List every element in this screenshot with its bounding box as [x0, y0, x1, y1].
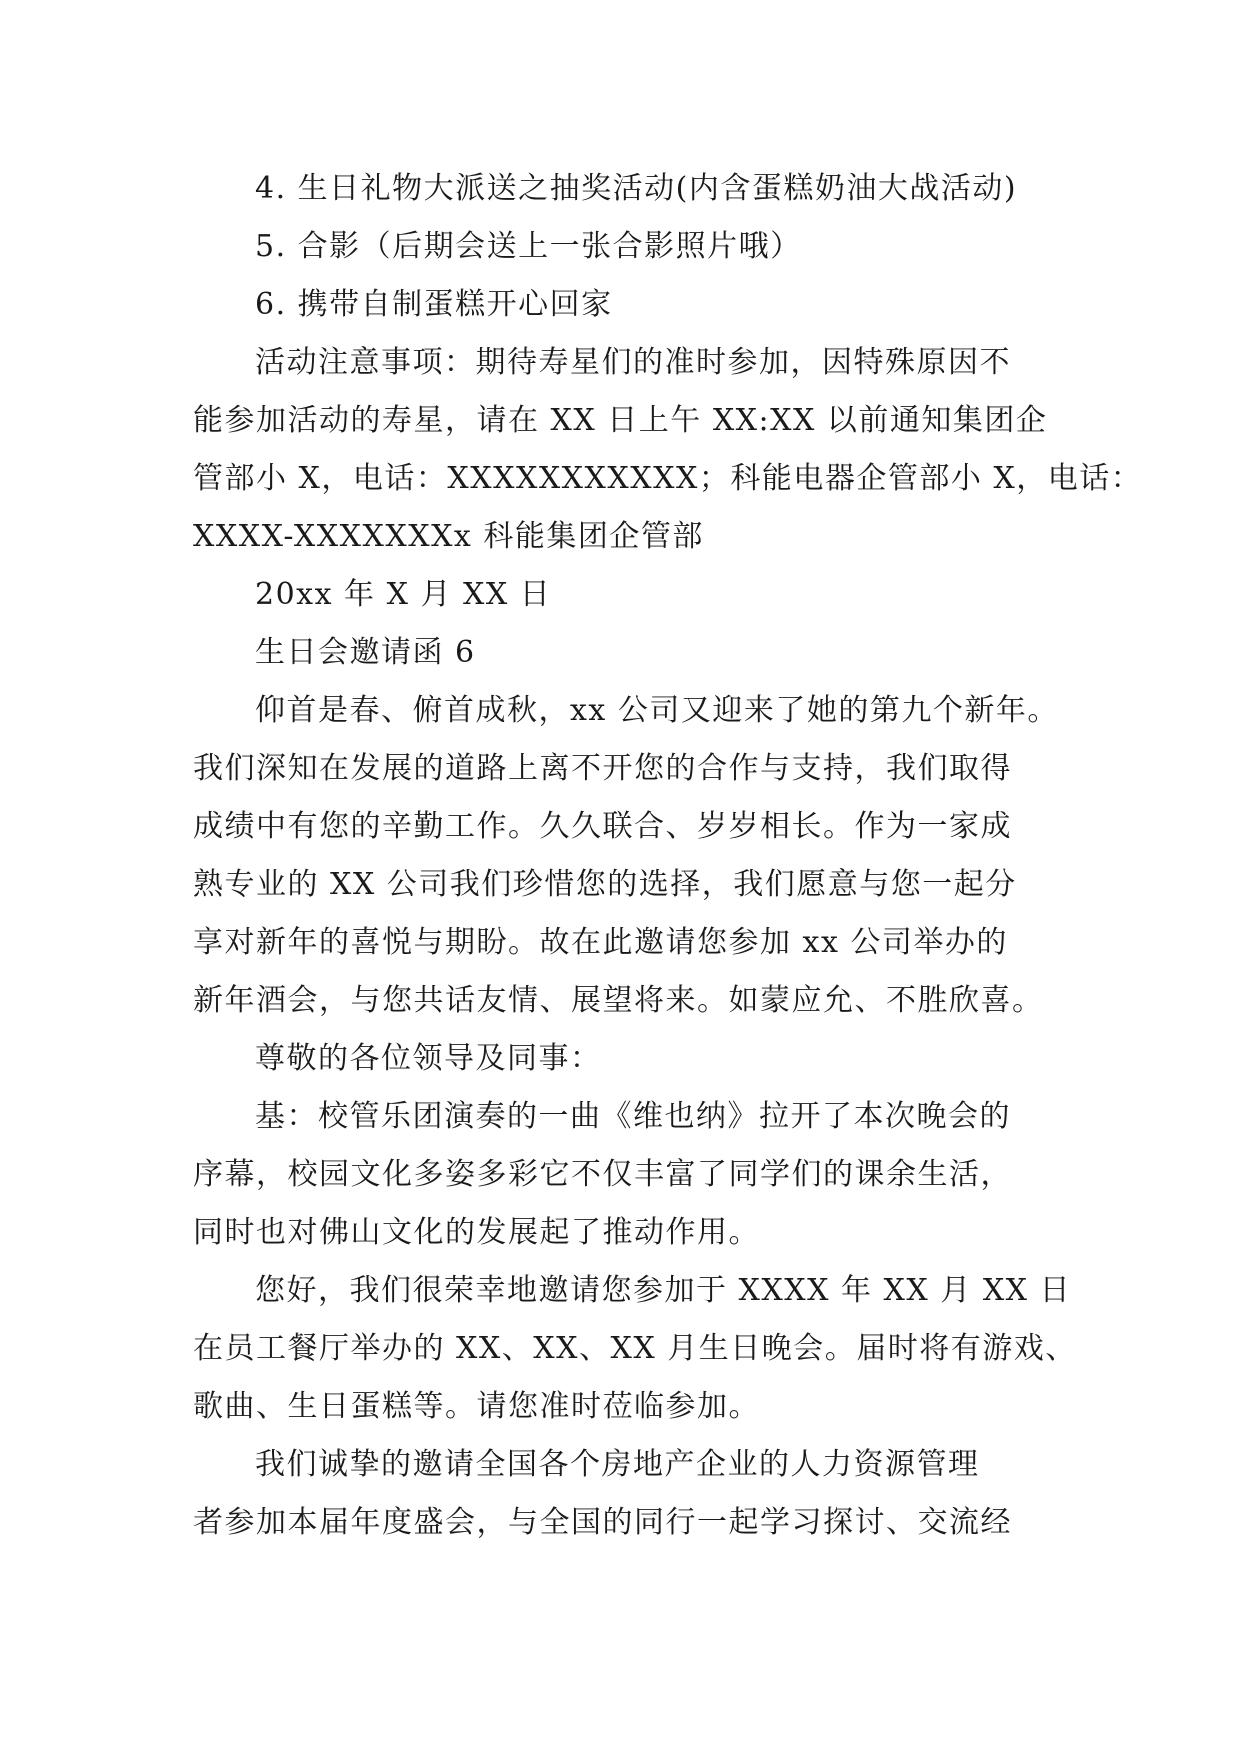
text-line: 管部小 X，电话：XXXXXXXXXXX；科能电器企管部小 X，电话： [193, 461, 1143, 496]
text-line: 享对新年的喜悦与期盼。故在此邀请您参加 xx 公司举办的 [193, 925, 1008, 960]
text-line: 熟专业的 XX 公司我们珍惜您的选择，我们愿意与您一起分 [193, 867, 1017, 902]
text-line: 我们深知在发展的道路上离不开您的合作与支持，我们取得 [193, 751, 1012, 786]
text-line: 新年酒会，与您共话友情、展望将来。如蒙应允、不胜欣喜。 [193, 983, 1044, 1018]
text-line: 您好，我们很荣幸地邀请您参加于 XXXX 年 XX 月 XX 日 [255, 1273, 1072, 1308]
text-line: 成绩中有您的辛勤工作。久久联合、岁岁相长。作为一家成 [193, 809, 1012, 844]
text-line: 4. 生日礼物大派送之抽奖活动(内含蛋糕奶油大战活动) [255, 171, 1018, 206]
text-line: 者参加本届年度盛会，与全国的同行一起学习探讨、交流经 [193, 1505, 1012, 1540]
text-line: 基：校管乐团演奏的一曲《维也纳》拉开了本次晚会的 [255, 1099, 1011, 1134]
text-line: 序幕，校园文化多姿多彩它不仅丰富了同学们的课余生活， [193, 1157, 1012, 1192]
text-line: 5. 合影（后期会送上一张合影照片哦） [255, 229, 802, 264]
text-line: 歌曲、生日蛋糕等。请您准时莅临参加。 [193, 1389, 760, 1424]
text-line: XXXX-XXXXXXXx 科能集团企管部 [193, 519, 704, 554]
text-line: 仰首是春、俯首成秋，xx 公司又迎来了她的第九个新年。 [255, 693, 1059, 728]
text-line: 6. 携带自制蛋糕开心回家 [255, 287, 613, 322]
text-line: 能参加活动的寿星，请在 XX 日上午 XX:XX 以前通知集团企 [193, 403, 1048, 438]
text-line: 20xx 年 X 月 XX 日 [255, 577, 552, 612]
text-line: 同时也对佛山文化的发展起了推动作用。 [193, 1215, 760, 1250]
text-line: 活动注意事项：期待寿星们的准时参加，因特殊原因不 [255, 345, 1011, 380]
text-line: 生日会邀请函 6 [255, 635, 476, 670]
text-line: 我们诚挚的邀请全国各个房地产企业的人力资源管理 [255, 1447, 980, 1482]
text-line: 尊敬的各位领导及同事： [255, 1041, 602, 1076]
text-line: 在员工餐厅举办的 XX、XX、XX 月生日晚会。届时将有游戏、 [193, 1331, 1077, 1366]
document-body [193, 160, 1143, 1552]
